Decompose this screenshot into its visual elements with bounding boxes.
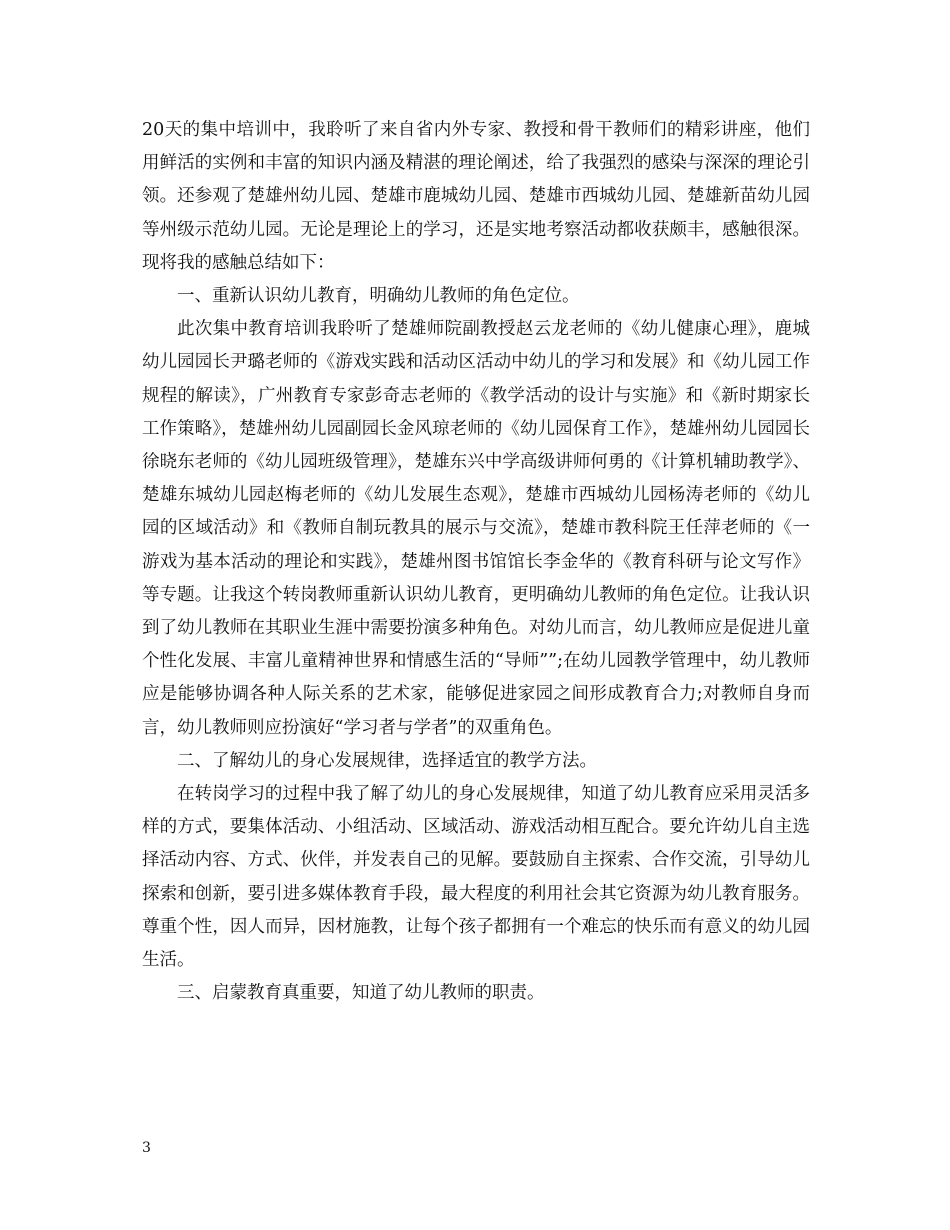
section-heading-3: 三、启蒙教育真重要，知道了幼儿教师的职责。 [177,983,545,1004]
page-number: 3 [142,1140,151,1156]
paragraph-body-2: 在转岗学习的过程中我了解了幼儿的身心发展规律，知道了幼儿教育应采用灵活多样的方式，要集体活动、小组活动、区域活动、游戏活动相互配合。要允许幼儿自主选择活动内容、方式、伙伴，并发表自己的见解。要鼓励自主探索、合作交流，引导幼儿探索和创新，要引进多媒体教育手段，最大程度的利用社会其它资源为幼儿教育服务。尊重个性，因人而异，因材施教，让每个孩子都拥有一个难忘的快乐而有意义的幼儿园生活。 [142,784,810,971]
section-heading-2: 二、了解幼儿的身心发展规律，选择适宜的教学方法。 [177,750,597,771]
paragraph-body-1: 此次集中教育培训我聆听了楚雄师院副教授赵云龙老师的《幼儿健康心理》，鹿城幼儿园园长尹璐老师的《游戏实践和活动区活动中幼儿的学习和发展》和《幼儿园工作规程的解读》，广州教育专家彭奇志老师的《教学活动的设计与实施》和《新时期家长工作策略》，楚雄州幼儿园副园长金风琼老师的《幼儿园保育工作》，楚雄州幼儿园园长徐晓东老师的《幼儿园班级管理》，楚雄东兴中学高级讲师何勇的《计算机辅助教学》、楚雄东城幼儿园赵梅老师的《幼儿发展生态观》，楚雄市西城幼儿园杨涛老师的《幼儿园的区域活动》和《教师自制玩教具的展示与交流》，楚雄市教科院王任萍老师的《一游戏为基本活动的理论和实践》，楚雄州图书馆馆长李金华的《教育科研与论文写作》等专题。让我这个转岗教师重新认识幼儿教育，更明确幼儿教师的角色定位。让我认识到了幼儿教师在其职业生涯中需要扮演多种角色。对幼儿而言，幼儿教师应是促进儿童个性化发展、丰富儿童精神世界和情感生活的“导师””;在幼儿园教学管理中，幼儿教师应是能够协调各种人际关系的艺术家，能够促进家园之间形成教育合力;对教师自身而言，幼儿教师则应扮演好“学习者与学者”的双重角色。 [142,319,810,738]
paragraph-intro: 20天的集中培训中，我聆听了来自省内外专家、教授和骨干教师们的精彩讲座，他们用鲜活的实例和丰富的知识内涵及精湛的理论阐述，给了我强烈的感染与深深的理论引领。还参观了楚雄州幼儿园、楚雄市鹿城幼儿园、楚雄市西城幼儿园、楚雄新苗幼儿园等州级示范幼儿园。无论是理论上的学习，还是实地考察活动都收获颇丰，感触很深。现将我的感触总结如下： [142,120,810,273]
section-heading-1: 一、重新认识幼儿教育，明确幼儿教师的角色定位。 [177,286,580,307]
document-body [142,114,810,1010]
